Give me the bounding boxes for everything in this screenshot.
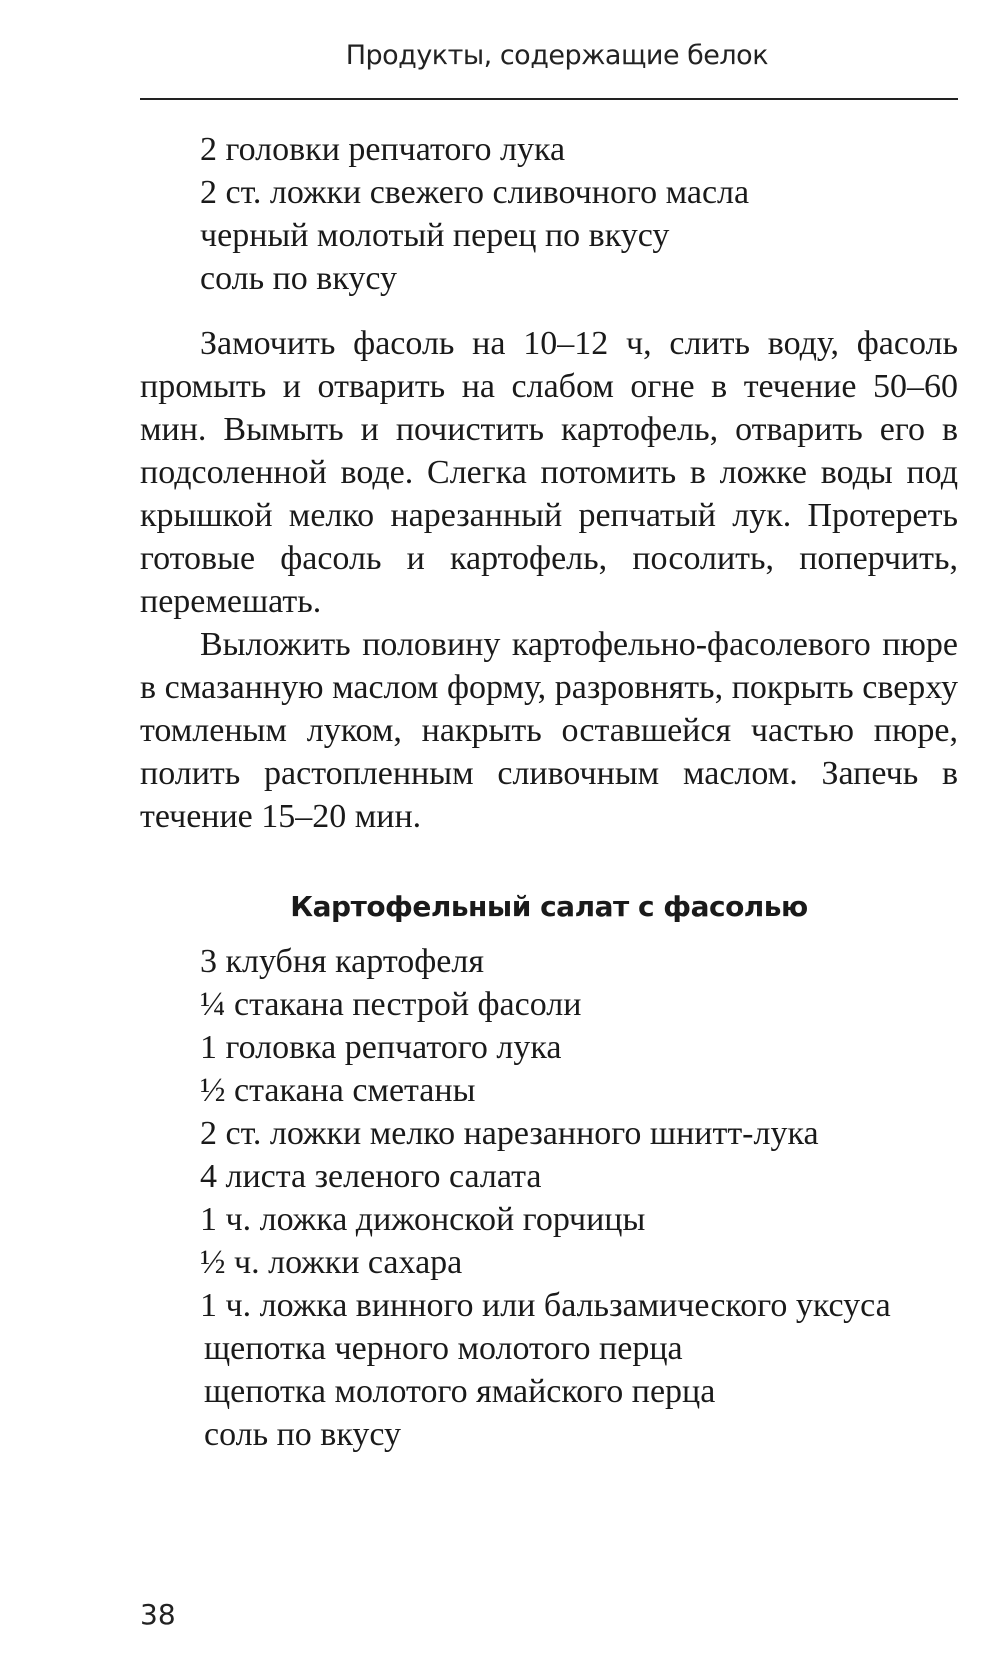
ingredient-item: 1 ч. ложка винного или бальзамического уксуса xyxy=(200,1287,891,1324)
ingredient-item: 2 головки репчатого лука xyxy=(200,131,566,168)
header-rule xyxy=(140,98,958,100)
ingredient-item: черный молотый перец по вкусу xyxy=(200,217,670,254)
recipe2-title: Картофельный салат с фасолью xyxy=(290,890,808,923)
ingredient-item: ¼ стакана пестрой фасоли xyxy=(200,986,582,1023)
instruction-paragraph: Выложить половину картофельно-фасолевого пюре в смазанную маслом форму, разровнять, покрыть сверху томленым луком, накрыть оставшейся частью пюре, полить растопленным сливочным маслом. Запечь в течение 15–20 мин. xyxy=(140,626,958,835)
ingredient-item: 4 листа зеленого салата xyxy=(200,1158,542,1195)
ingredient-item: соль по вкусу xyxy=(204,1416,402,1453)
ingredient-item: щепотка молотого ямайского перца xyxy=(204,1373,716,1410)
ingredient-item: соль по вкусу xyxy=(200,260,398,297)
ingredient-item: 1 головка репчатого лука xyxy=(200,1029,562,1066)
ingredient-item: 2 ст. ложки мелко нарезанного шнитт-лука xyxy=(200,1115,819,1152)
ingredient-item: щепотка черного молотого перца xyxy=(204,1330,683,1367)
ingredient-item: 2 ст. ложки свежего сливочного масла xyxy=(200,174,750,211)
ingredient-item: ½ ч. ложки сахара xyxy=(200,1244,463,1281)
recipe1-ingredients xyxy=(140,128,958,300)
page-number: 38 xyxy=(140,1598,176,1631)
recipe1-instructions xyxy=(140,322,958,838)
ingredient-item: ½ стакана сметаны xyxy=(200,1072,476,1109)
running-header: Продукты, содержащие белок xyxy=(345,40,768,71)
recipe2-ingredients xyxy=(140,940,958,1456)
instruction-paragraph: Замочить фасоль на 10–12 ч, слить воду, фасоль промыть и отварить на слабом огне в течение 50–60 мин. Вымыть и почистить картофель, отварить его в подсоленной воде. Слегка потомить в ложке воды под крышкой мелко нарезанный репчатый лук. Протереть готовые фасоль и картофель, посолить, поперчить, перемешать. xyxy=(140,325,958,620)
ingredient-item: 3 клубня картофеля xyxy=(200,943,484,980)
ingredient-item: 1 ч. ложка дижонской горчицы xyxy=(200,1201,646,1238)
